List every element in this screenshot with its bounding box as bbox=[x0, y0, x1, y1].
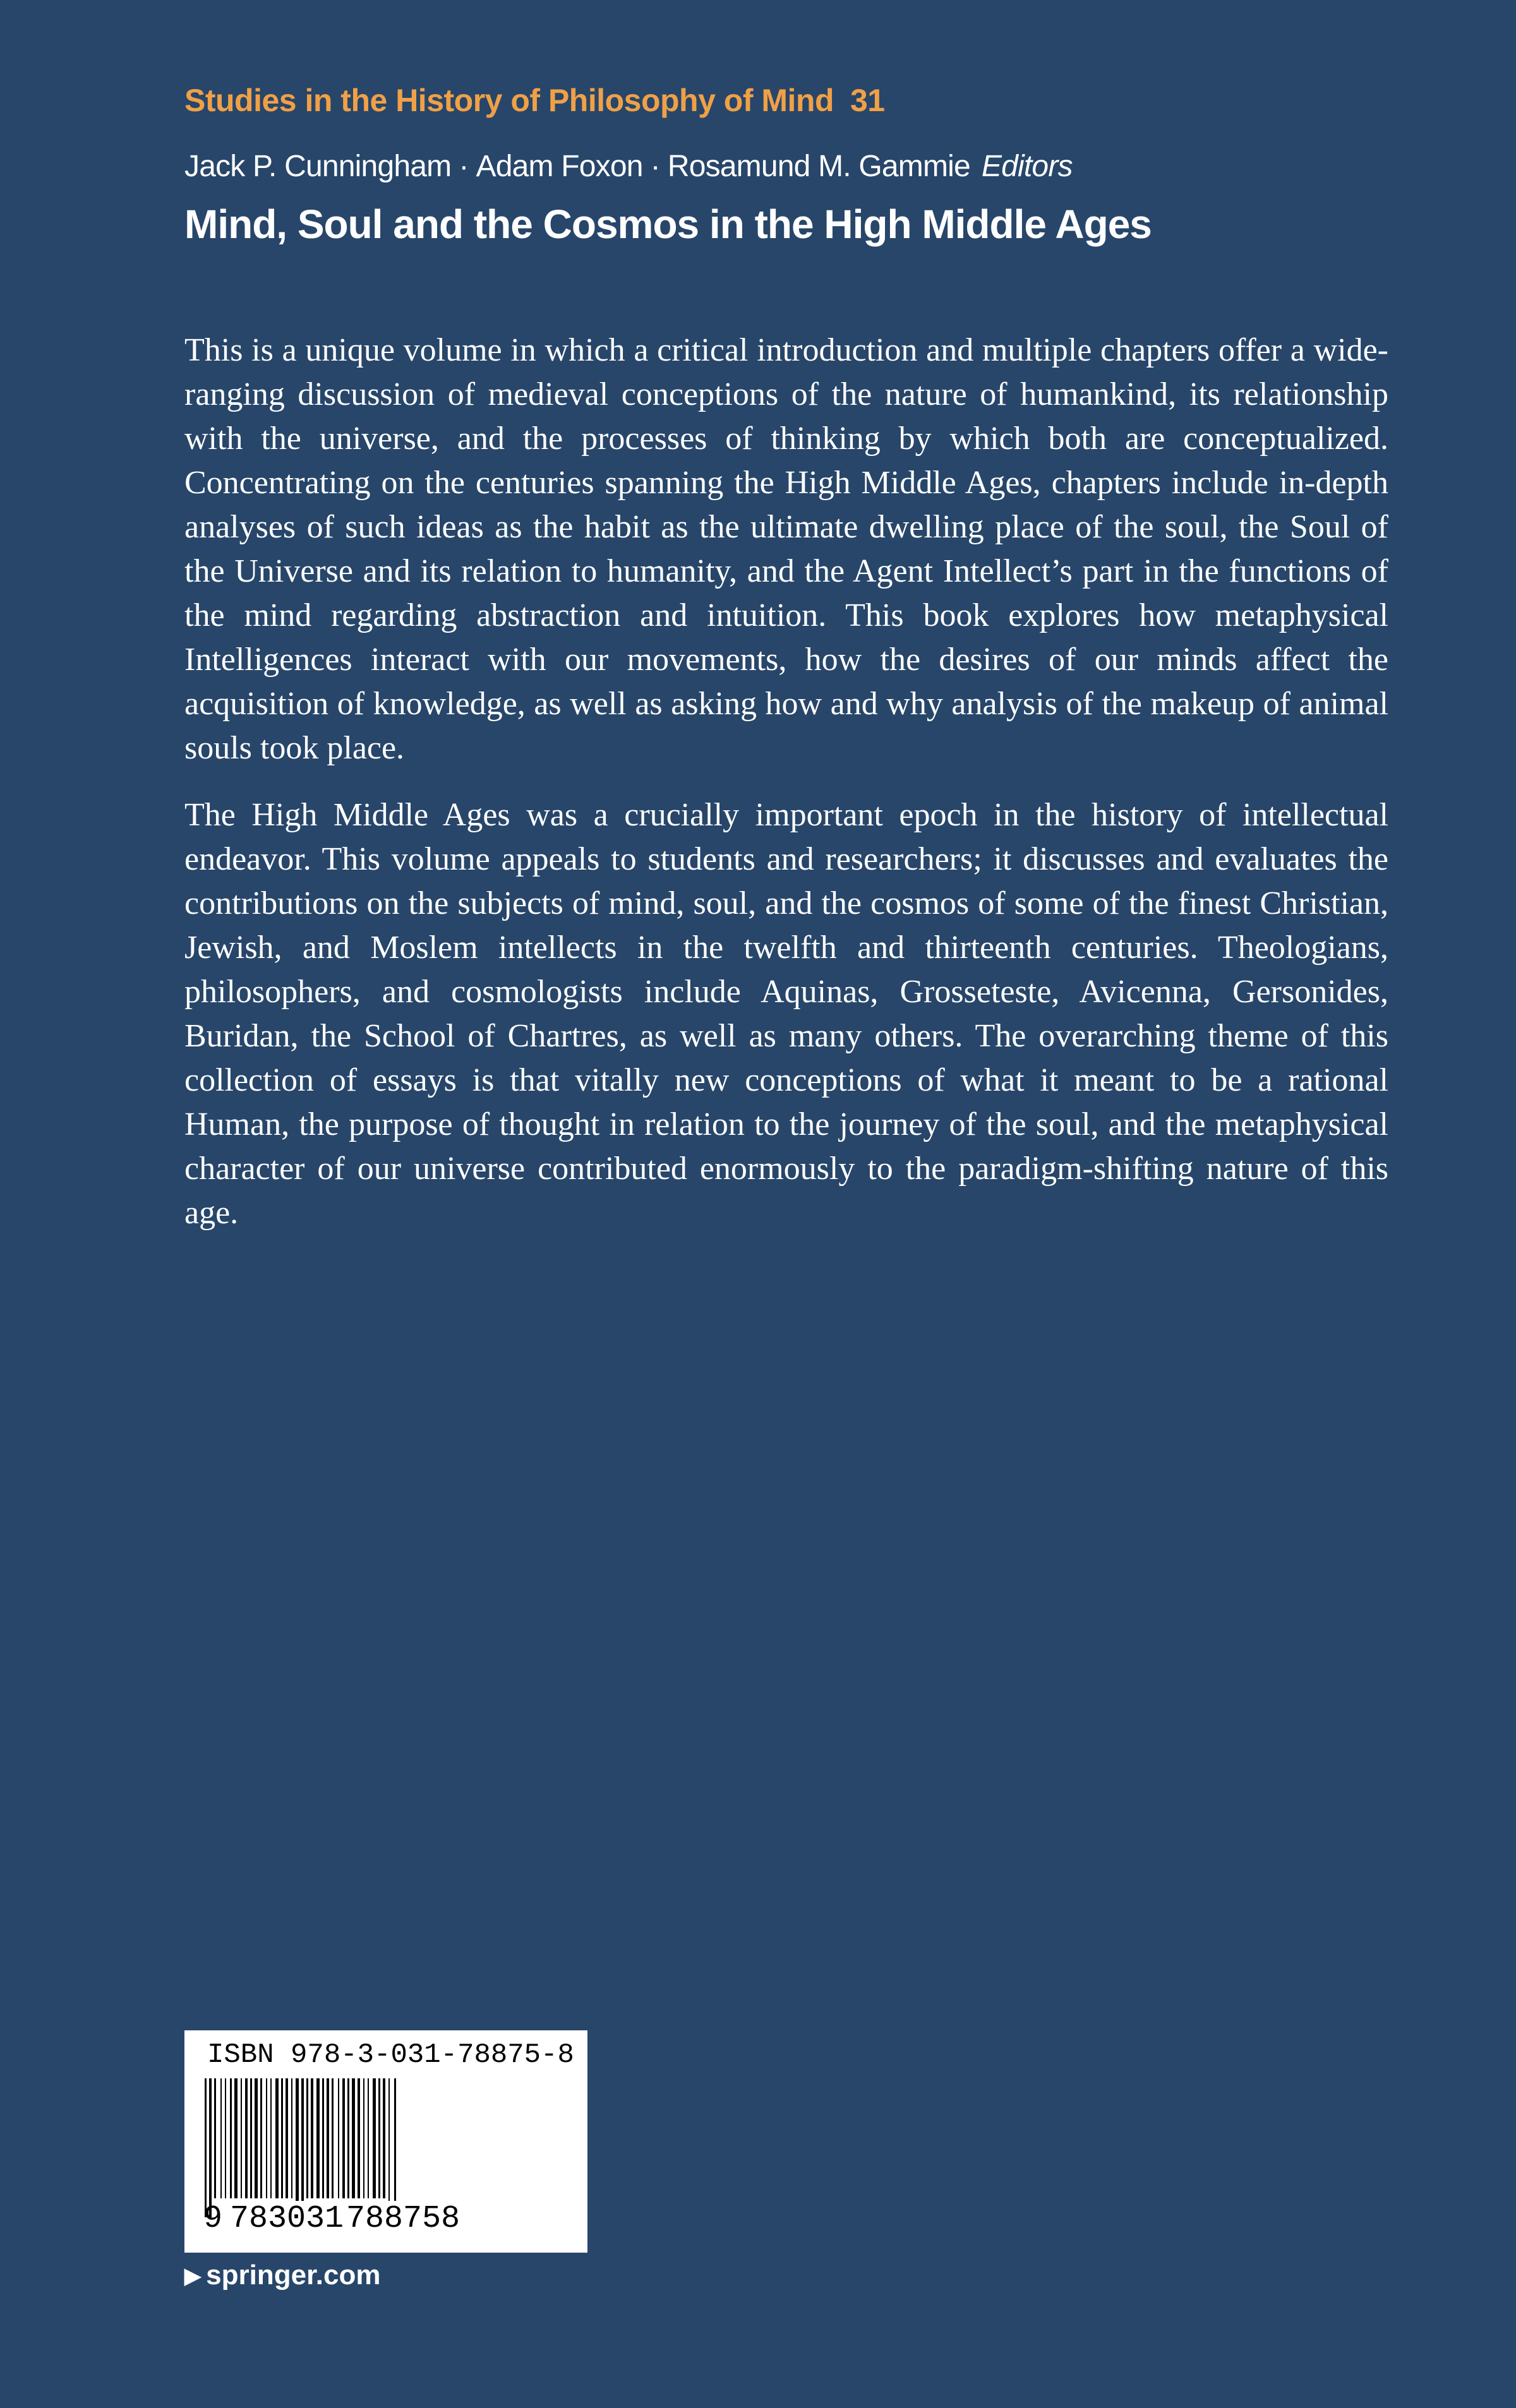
barcode-bar bbox=[225, 2078, 226, 2198]
description-paragraph: The High Middle Ages was a crucially important epoch in the history of intellectual endeavor. This volume appeals to students and researchers; it discusses and evaluates the contributions on the subjects of mind, soul, and the cosmos of some of the finest Christian, Jewish, and Moslem intellects in the twelfth and thirteenth centuries. Theologians, philosophers, and cosmologists include Aquinas, Grosseteste, Avicenna, Gersonides, Buridan, the School of Chartres, as well as many others. The overarching theme of this collection of essays is that vitally new conceptions of what it meant to be a rational Human, the purpose of thought in relation to the journey of the soul, and the metaphysical character of our universe contributed enormously to the paradigm-shifting nature of this age. bbox=[184, 797, 1388, 1231]
barcode-bar bbox=[342, 2078, 345, 2198]
barcode-bar bbox=[260, 2078, 262, 2198]
barcode-icon bbox=[203, 2078, 570, 2217]
barcode-bar bbox=[301, 2078, 304, 2217]
barcode-bar bbox=[363, 2078, 364, 2198]
barcode-bar bbox=[209, 2078, 212, 2217]
barcode-bar bbox=[286, 2078, 288, 2198]
editor-separator: · bbox=[650, 150, 660, 183]
book-description bbox=[184, 328, 1388, 1258]
barcode-bar bbox=[358, 2078, 360, 2198]
barcode-bar bbox=[378, 2078, 380, 2198]
series-line bbox=[184, 82, 885, 119]
editors-role: Editors bbox=[981, 150, 1073, 183]
book-title: Mind, Soul and the Cosmos in the High Middle Ages bbox=[184, 201, 1152, 247]
barcode-bar bbox=[220, 2078, 222, 2198]
barcode-bar bbox=[347, 2078, 349, 2198]
barcode-bar bbox=[388, 2078, 390, 2217]
isbn-label: ISBN 978-3-031-78875-8 bbox=[207, 2039, 574, 2071]
editor-name: Rosamund M. Gammie bbox=[667, 150, 970, 183]
barcode-bar bbox=[322, 2078, 324, 2198]
description-paragraph: This is a unique volume in which a critical introduction and multiple chapters offer a wide-ranging discussion of medieval conceptions of the nature of humankind, its relationship with the universe, and the processes of thinking by which both are conceptualized. Concentrating on the centuries spanning the High Middle Ages, chapters include in-depth analyses of such ideas as the habit as the ultimate dwelling place of the soul, the Soul of the Universe and its relation to humanity, and the Agent Intellect’s part in the functions of the mind regarding abstraction and intuition. This book explores how metaphysical Intelligences interact with our movements, how the desires of our minds affect the acquisition of knowledge, as well as asking how and why analysis of the makeup of animal souls took place. bbox=[184, 332, 1388, 766]
barcode-bar bbox=[327, 2078, 329, 2198]
barcode-bar bbox=[241, 2078, 242, 2198]
editor-name: Adam Foxon bbox=[476, 150, 643, 183]
barcode-bar bbox=[373, 2078, 376, 2198]
barcode-bar bbox=[270, 2078, 272, 2198]
series-number: 31 bbox=[850, 83, 885, 118]
barcode-lead-digit: 9 bbox=[203, 2201, 223, 2237]
barcode-digits bbox=[203, 2201, 461, 2237]
barcode-bar bbox=[296, 2078, 299, 2217]
barcode-bar bbox=[383, 2078, 385, 2198]
barcode-bar bbox=[250, 2078, 252, 2198]
barcode-bar bbox=[338, 2078, 339, 2198]
isbn-barcode-panel bbox=[184, 2030, 587, 2253]
barcode-bar bbox=[332, 2078, 334, 2198]
barcode-bar bbox=[352, 2078, 355, 2198]
barcode-bar bbox=[291, 2078, 292, 2198]
editors-line bbox=[184, 149, 1073, 184]
editor-name: Jack P. Cunningham bbox=[184, 150, 452, 183]
barcode-digit-group: 783031 bbox=[230, 2201, 344, 2237]
barcode-bar bbox=[306, 2078, 308, 2198]
barcode-bar bbox=[275, 2078, 279, 2198]
barcode-bar bbox=[394, 2078, 396, 2217]
barcode-bar bbox=[281, 2078, 283, 2198]
editor-separator: · bbox=[459, 150, 469, 183]
barcode-bar bbox=[234, 2078, 238, 2198]
barcode-bar bbox=[266, 2078, 267, 2198]
publisher-link[interactable] bbox=[184, 2260, 380, 2291]
barcode-bar bbox=[311, 2078, 313, 2198]
barcode-bar bbox=[205, 2078, 207, 2217]
publisher-url: springer.com bbox=[206, 2260, 381, 2291]
triangle-right-icon: ▶ bbox=[184, 2264, 202, 2288]
barcode-bar bbox=[368, 2078, 369, 2198]
barcode-digit-group: 788758 bbox=[346, 2201, 460, 2237]
barcode-bar bbox=[214, 2078, 216, 2198]
barcode-bar bbox=[316, 2078, 320, 2198]
barcode-bar bbox=[255, 2078, 258, 2198]
barcode-bar bbox=[230, 2078, 232, 2198]
series-name: Studies in the History of Philosophy of Mind bbox=[184, 83, 834, 118]
barcode-bar bbox=[245, 2078, 248, 2198]
